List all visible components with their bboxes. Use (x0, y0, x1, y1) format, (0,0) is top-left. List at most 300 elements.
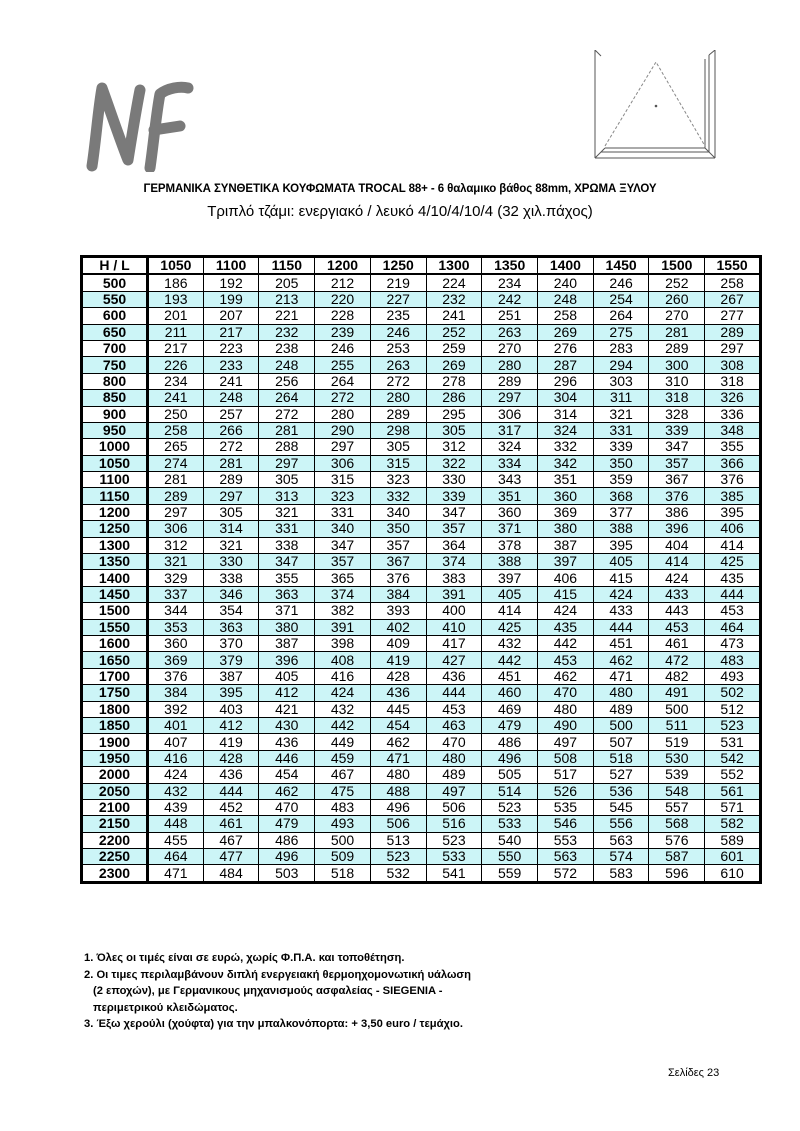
price-cell: 385 (705, 488, 761, 504)
price-cell: 432 (148, 783, 204, 799)
price-cell: 505 (482, 767, 538, 783)
price-cell: 451 (593, 635, 649, 651)
price-cell: 369 (148, 652, 204, 668)
price-cell: 576 (649, 832, 705, 848)
price-cell: 256 (259, 373, 315, 389)
price-cell: 500 (649, 701, 705, 717)
price-cell: 219 (370, 274, 426, 291)
column-header: 1150 (259, 257, 315, 275)
price-cell: 488 (370, 783, 426, 799)
table-row (82, 472, 761, 488)
price-cell: 486 (482, 734, 538, 750)
price-cell: 254 (593, 291, 649, 307)
price-cell: 289 (203, 472, 259, 488)
price-cell: 587 (649, 849, 705, 865)
document-title: ΓΕΡΜΑΝΙΚΑ ΣΥΝΘΕΤΙΚΑ ΚΟΥΦΩΜΑΤΑ TROCAL 88+ - 6 θαλαμικο βάθος 88mm, ΧΡΩΜΑ ΞΥΛΟΥ (143, 183, 657, 195)
price-cell: 462 (593, 652, 649, 668)
corner-header: H / L (82, 257, 148, 275)
row-header: 2200 (82, 832, 148, 848)
price-cell: 330 (426, 472, 482, 488)
row-header: 2250 (82, 849, 148, 865)
price-cell: 416 (315, 668, 371, 684)
row-header: 1100 (82, 472, 148, 488)
price-cell: 406 (538, 570, 594, 586)
price-cell: 539 (649, 767, 705, 783)
price-cell: 289 (649, 340, 705, 356)
price-cell: 317 (482, 422, 538, 438)
price-cell: 283 (593, 340, 649, 356)
price-cell: 351 (538, 472, 594, 488)
row-header: 850 (82, 390, 148, 406)
price-cell: 328 (649, 406, 705, 422)
table-row (82, 308, 761, 324)
price-cell: 506 (370, 816, 426, 832)
price-cell: 364 (426, 537, 482, 553)
note-3: 3. Έξω χερούλι (χούφτα) για την μπαλκονόπορτα: + 3,50 euro / τεμάχιο. (84, 1018, 463, 1030)
table-row (82, 570, 761, 586)
price-cell: 306 (482, 406, 538, 422)
table-row (82, 439, 761, 455)
price-cell: 339 (426, 488, 482, 504)
price-cell: 199 (203, 291, 259, 307)
price-cell: 360 (538, 488, 594, 504)
price-cell: 378 (482, 537, 538, 553)
price-cell: 536 (593, 783, 649, 799)
price-cell: 464 (705, 619, 761, 635)
price-cell: 201 (148, 308, 204, 324)
price-cell: 334 (482, 455, 538, 471)
price-cell: 393 (370, 603, 426, 619)
price-cell: 246 (593, 274, 649, 291)
row-header: 1800 (82, 701, 148, 717)
price-cell: 453 (426, 701, 482, 717)
price-cell: 274 (148, 455, 204, 471)
price-cell: 367 (649, 472, 705, 488)
price-cell: 360 (148, 635, 204, 651)
price-cell: 453 (705, 603, 761, 619)
row-header: 1750 (82, 685, 148, 701)
table-row (82, 767, 761, 783)
price-cell: 512 (705, 701, 761, 717)
price-cell: 502 (705, 685, 761, 701)
price-cell: 306 (315, 455, 371, 471)
price-cell: 419 (203, 734, 259, 750)
price-cell: 416 (148, 750, 204, 766)
price-cell: 486 (259, 832, 315, 848)
price-cell: 323 (315, 488, 371, 504)
price-cell: 500 (593, 717, 649, 733)
price-cell: 379 (203, 652, 259, 668)
price-cell: 305 (203, 504, 259, 520)
table-row (82, 373, 761, 389)
price-cell: 461 (203, 816, 259, 832)
price-cell: 589 (705, 832, 761, 848)
row-header: 1300 (82, 537, 148, 553)
price-cell: 424 (593, 586, 649, 602)
price-cell: 353 (148, 619, 204, 635)
price-cell: 258 (705, 274, 761, 291)
price-cell: 347 (315, 537, 371, 553)
price-cell: 323 (370, 472, 426, 488)
row-header: 2050 (82, 783, 148, 799)
table-row (82, 701, 761, 717)
price-cell: 419 (370, 652, 426, 668)
price-cell: 239 (315, 324, 371, 340)
price-cell: 376 (649, 488, 705, 504)
row-header: 1150 (82, 488, 148, 504)
price-cell: 503 (259, 865, 315, 882)
price-cell: 294 (593, 357, 649, 373)
price-cell: 508 (538, 750, 594, 766)
price-cell: 540 (482, 832, 538, 848)
price-cell: 467 (315, 767, 371, 783)
price-cell: 506 (426, 799, 482, 815)
price-cell: 360 (482, 504, 538, 520)
price-cell: 376 (705, 472, 761, 488)
price-cell: 523 (426, 832, 482, 848)
price-cell: 295 (426, 406, 482, 422)
price-cell: 217 (148, 340, 204, 356)
price-cell: 444 (203, 783, 259, 799)
price-cell: 252 (426, 324, 482, 340)
price-cell: 433 (593, 603, 649, 619)
price-cell: 318 (649, 390, 705, 406)
price-cell: 337 (148, 586, 204, 602)
table-row (82, 865, 761, 882)
price-cell: 257 (203, 406, 259, 422)
price-cell: 363 (259, 586, 315, 602)
price-cell: 267 (705, 291, 761, 307)
price-cell: 232 (259, 324, 315, 340)
price-cell: 497 (426, 783, 482, 799)
price-cell: 445 (370, 701, 426, 717)
price-cell: 280 (482, 357, 538, 373)
price-cell: 211 (148, 324, 204, 340)
price-cell: 448 (148, 816, 204, 832)
price-cell: 479 (259, 816, 315, 832)
price-cell: 346 (203, 586, 259, 602)
price-cell: 275 (593, 324, 649, 340)
price-cell: 322 (426, 455, 482, 471)
price-cell: 263 (370, 357, 426, 373)
price-cell: 241 (203, 373, 259, 389)
price-cell: 563 (538, 849, 594, 865)
price-cell: 382 (315, 603, 371, 619)
price-cell: 371 (482, 521, 538, 537)
price-cell: 480 (593, 685, 649, 701)
price-cell: 482 (649, 668, 705, 684)
row-header: 650 (82, 324, 148, 340)
price-cell: 298 (370, 422, 426, 438)
price-cell: 342 (538, 455, 594, 471)
price-cell: 265 (148, 439, 204, 455)
price-cell: 427 (426, 652, 482, 668)
price-cell: 289 (705, 324, 761, 340)
price-cell: 435 (705, 570, 761, 586)
table-row (82, 554, 761, 570)
price-cell: 454 (259, 767, 315, 783)
price-cell: 582 (705, 816, 761, 832)
price-cell: 523 (370, 849, 426, 865)
price-cell: 424 (148, 767, 204, 783)
price-cell: 396 (649, 521, 705, 537)
price-cell: 387 (203, 668, 259, 684)
price-cell: 269 (538, 324, 594, 340)
price-cell: 259 (426, 340, 482, 356)
price-cell: 248 (538, 291, 594, 307)
price-cell: 368 (593, 488, 649, 504)
price-cell: 392 (148, 701, 204, 717)
column-header: 1300 (426, 257, 482, 275)
price-cell: 391 (426, 586, 482, 602)
price-cell: 444 (705, 586, 761, 602)
price-cell: 264 (259, 390, 315, 406)
price-cell: 258 (148, 422, 204, 438)
price-cell: 470 (538, 685, 594, 701)
column-header: 1400 (538, 257, 594, 275)
price-cell: 527 (593, 767, 649, 783)
price-cell: 264 (315, 373, 371, 389)
price-cell: 444 (426, 685, 482, 701)
table-row (82, 668, 761, 684)
price-cell: 454 (370, 717, 426, 733)
price-cell: 224 (426, 274, 482, 291)
price-cell: 493 (315, 816, 371, 832)
column-header: 1500 (649, 257, 705, 275)
price-cell: 519 (649, 734, 705, 750)
row-header: 500 (82, 274, 148, 291)
price-cell: 480 (426, 750, 482, 766)
price-cell: 376 (148, 668, 204, 684)
price-cell: 386 (649, 504, 705, 520)
price-cell: 439 (148, 799, 204, 815)
price-cell: 470 (426, 734, 482, 750)
price-cell: 305 (259, 472, 315, 488)
price-cell: 563 (593, 832, 649, 848)
price-cell: 221 (259, 308, 315, 324)
price-cell: 376 (370, 570, 426, 586)
price-cell: 460 (482, 685, 538, 701)
price-cell: 396 (259, 652, 315, 668)
row-header: 1950 (82, 750, 148, 766)
price-cell: 343 (482, 472, 538, 488)
price-cell: 347 (649, 439, 705, 455)
price-cell: 234 (482, 274, 538, 291)
price-cell: 308 (705, 357, 761, 373)
price-cell: 583 (593, 865, 649, 882)
window-frame-diagram-icon (592, 50, 718, 160)
notes (84, 950, 471, 1033)
price-cell: 234 (148, 373, 204, 389)
price-cell: 430 (259, 717, 315, 733)
price-cell: 380 (259, 619, 315, 635)
table-row (82, 504, 761, 520)
table-row (82, 521, 761, 537)
price-cell: 496 (482, 750, 538, 766)
price-cell: 281 (259, 422, 315, 438)
table-row (82, 488, 761, 504)
price-cell: 272 (259, 406, 315, 422)
price-cell: 526 (538, 783, 594, 799)
price-cell: 425 (705, 554, 761, 570)
price-cell: 516 (426, 816, 482, 832)
row-header: 700 (82, 340, 148, 356)
price-cell: 280 (370, 390, 426, 406)
price-cell: 412 (203, 717, 259, 733)
price-cell: 410 (426, 619, 482, 635)
price-cell: 315 (370, 455, 426, 471)
price-cell: 421 (259, 701, 315, 717)
price-cell: 296 (538, 373, 594, 389)
column-header: 1200 (315, 257, 371, 275)
price-cell: 297 (259, 455, 315, 471)
price-cell: 517 (538, 767, 594, 783)
price-cell: 531 (705, 734, 761, 750)
price-cell: 464 (148, 849, 204, 865)
column-header: 1050 (148, 257, 204, 275)
table-row (82, 832, 761, 848)
price-cell: 412 (259, 685, 315, 701)
price-cell: 331 (315, 504, 371, 520)
table-row (82, 586, 761, 602)
price-cell: 424 (538, 603, 594, 619)
price-cell: 213 (259, 291, 315, 307)
price-cell: 514 (482, 783, 538, 799)
price-cell: 338 (259, 537, 315, 553)
price-cell: 339 (593, 439, 649, 455)
price-cell: 321 (203, 537, 259, 553)
price-cell: 276 (538, 340, 594, 356)
price-cell: 369 (538, 504, 594, 520)
price-cell: 428 (203, 750, 259, 766)
price-cell: 380 (538, 521, 594, 537)
price-cell: 455 (148, 832, 204, 848)
price-cell: 227 (370, 291, 426, 307)
price-cell: 398 (315, 635, 371, 651)
price-cell: 290 (315, 422, 371, 438)
price-cell: 331 (593, 422, 649, 438)
price-cell: 601 (705, 849, 761, 865)
price-cell: 533 (482, 816, 538, 832)
table-row (82, 734, 761, 750)
price-cell: 596 (649, 865, 705, 882)
column-header: 1100 (203, 257, 259, 275)
price-cell: 272 (370, 373, 426, 389)
row-header: 800 (82, 373, 148, 389)
price-cell: 287 (538, 357, 594, 373)
price-cell: 388 (593, 521, 649, 537)
price-cell: 453 (649, 619, 705, 635)
row-header: 1650 (82, 652, 148, 668)
note-1: 1. Όλες οι τιμές είναι σε ευρώ, χωρίς Φ.Π.Α. και τοποθέτηση. (84, 952, 405, 964)
price-cell: 297 (203, 488, 259, 504)
price-cell: 391 (315, 619, 371, 635)
row-header: 1550 (82, 619, 148, 635)
price-cell: 248 (259, 357, 315, 373)
price-cell: 281 (148, 472, 204, 488)
price-cell: 242 (482, 291, 538, 307)
price-cell: 246 (370, 324, 426, 340)
price-cell: 297 (705, 340, 761, 356)
row-header: 1400 (82, 570, 148, 586)
note-2-cont-1: (2 εποχών), με Γερμανικους μηχανισμούς ασφαλείας - SIEGENIA - (93, 985, 443, 997)
price-cell: 357 (649, 455, 705, 471)
price-cell: 280 (315, 406, 371, 422)
table-row (82, 750, 761, 766)
table-row (82, 783, 761, 799)
price-cell: 371 (259, 603, 315, 619)
table-row (82, 652, 761, 668)
price-cell: 414 (482, 603, 538, 619)
price-cell: 443 (649, 603, 705, 619)
price-cell: 226 (148, 357, 204, 373)
price-cell: 289 (148, 488, 204, 504)
price-cell: 406 (705, 521, 761, 537)
row-header: 550 (82, 291, 148, 307)
table-row (82, 274, 761, 291)
row-header: 2000 (82, 767, 148, 783)
price-cell: 518 (315, 865, 371, 882)
price-cell: 395 (203, 685, 259, 701)
row-header: 1500 (82, 603, 148, 619)
price-cell: 470 (259, 799, 315, 815)
price-cell: 489 (593, 701, 649, 717)
price-cell: 405 (482, 586, 538, 602)
price-cell: 251 (482, 308, 538, 324)
price-cell: 351 (482, 488, 538, 504)
price-cell: 397 (538, 554, 594, 570)
price-cell: 559 (482, 865, 538, 882)
price-cell: 306 (148, 521, 204, 537)
price-cell: 193 (148, 291, 204, 307)
price-cell: 480 (370, 767, 426, 783)
price-cell: 269 (426, 357, 482, 373)
price-cell: 442 (315, 717, 371, 733)
price-cell: 297 (148, 504, 204, 520)
price-cell: 471 (593, 668, 649, 684)
price-cell: 357 (370, 537, 426, 553)
row-header: 1000 (82, 439, 148, 455)
price-cell: 297 (315, 439, 371, 455)
price-cell: 340 (315, 521, 371, 537)
price-cell: 461 (649, 635, 705, 651)
row-header: 1600 (82, 635, 148, 651)
row-header: 1700 (82, 668, 148, 684)
price-cell: 339 (649, 422, 705, 438)
price-cell: 451 (482, 668, 538, 684)
table-row (82, 357, 761, 373)
price-cell: 436 (370, 685, 426, 701)
price-cell: 436 (259, 734, 315, 750)
price-cell: 384 (148, 685, 204, 701)
price-cell: 402 (370, 619, 426, 635)
price-cell: 272 (203, 439, 259, 455)
price-cell: 238 (259, 340, 315, 356)
price-cell: 403 (203, 701, 259, 717)
price-cell: 300 (649, 357, 705, 373)
price-cell: 424 (315, 685, 371, 701)
price-cell: 496 (259, 849, 315, 865)
price-cell: 432 (315, 701, 371, 717)
price-cell: 315 (315, 472, 371, 488)
row-header: 1450 (82, 586, 148, 602)
price-cell: 383 (426, 570, 482, 586)
column-header: 1250 (370, 257, 426, 275)
price-cell: 433 (649, 586, 705, 602)
price-cell: 401 (148, 717, 204, 733)
price-cell: 321 (148, 554, 204, 570)
price-cell: 366 (705, 455, 761, 471)
